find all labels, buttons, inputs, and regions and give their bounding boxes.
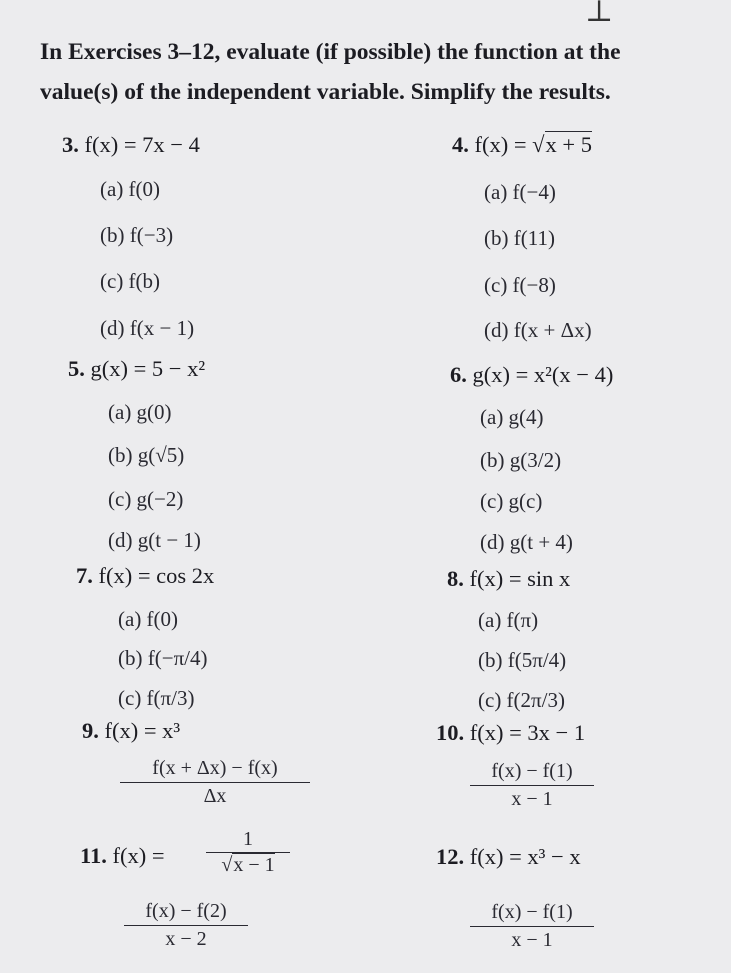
part-c: (c) g(c): [480, 489, 543, 513]
exercise-5: [68, 356, 205, 382]
part-d: (d) g(t − 1): [108, 528, 201, 552]
part-b: (b) f(−3): [100, 223, 174, 247]
function-definition: f(x) = x³ − x: [469, 844, 581, 869]
exercise-number: 6.: [450, 362, 467, 387]
fraction-numerator: f(x) − f(2): [124, 900, 248, 926]
part-a: (a) g(0): [108, 400, 172, 424]
sqrt-symbol: √: [221, 854, 233, 876]
fraction-numerator: f(x) − f(1): [470, 760, 594, 786]
difference-quotient: [470, 760, 594, 811]
part-d: (d) f(x − 1): [100, 316, 195, 340]
part-c: (c) f(2π/3): [478, 688, 565, 712]
fraction-denominator: x − 1: [511, 788, 553, 810]
function-definition: g(x) = x²(x − 4): [472, 362, 614, 387]
part-a: (a) f(−4): [484, 180, 556, 204]
exercise-8: [447, 566, 570, 592]
exercise-number: 9.: [82, 718, 99, 743]
part-c: (c) f(π/3): [118, 686, 195, 710]
exercise-number: 10.: [436, 720, 465, 745]
part-a: (a) f(0): [100, 177, 161, 201]
exercise-9: [82, 718, 180, 744]
part-b: (b) f(5π/4): [478, 648, 567, 672]
function-prefix: f(x) =: [474, 132, 533, 157]
function-definition: f(x) = 3x − 1: [469, 720, 586, 745]
exercise-12: [436, 844, 581, 870]
difference-quotient: [120, 757, 310, 808]
function-definition: f(x) = sin x: [469, 566, 571, 591]
exercise-number: 8.: [447, 566, 464, 591]
difference-quotient: [124, 900, 248, 951]
function-fraction: [206, 828, 290, 877]
exercise-10: [436, 720, 585, 746]
part-a: (a) f(0): [118, 607, 179, 631]
part-c: (c) f(b): [100, 269, 161, 293]
fraction-numerator: 1: [206, 828, 290, 853]
exercise-4: [452, 132, 592, 158]
exercise-number: 7.: [76, 563, 93, 588]
sqrt-radicand: x + 5: [545, 132, 592, 157]
fraction-denominator: [206, 853, 290, 877]
part-c: (c) f(−8): [484, 273, 556, 297]
part-b: (b) g(3/2): [480, 448, 562, 472]
fraction-numerator: f(x) − f(1): [470, 901, 594, 927]
part-a: (a) g(4): [480, 405, 544, 429]
fraction-denominator: x − 2: [165, 928, 207, 950]
difference-quotient: [470, 901, 594, 952]
part-b: (b) f(11): [484, 226, 555, 250]
fraction-numerator: f(x + Δx) − f(x): [120, 757, 310, 783]
function-definition: g(x) = 5 − x²: [90, 356, 206, 381]
exercise-instructions: [40, 32, 731, 112]
exercise-number: 11.: [80, 843, 107, 868]
exercise-number: 4.: [452, 132, 469, 157]
exercise-11: [80, 843, 165, 869]
function-prefix: f(x) =: [112, 843, 165, 868]
part-d: (d) f(x + Δx): [484, 318, 592, 342]
exercise-7: [76, 563, 214, 589]
function-definition: f(x) = 7x − 4: [84, 132, 200, 157]
sqrt-symbol: √: [532, 132, 545, 157]
fraction-denominator: Δx: [203, 785, 227, 807]
function-definition: f(x) = cos 2x: [98, 563, 215, 588]
part-c: (c) g(−2): [108, 487, 184, 511]
instructions-line-1: In Exercises 3–12, evaluate (if possible) the function at the: [40, 39, 621, 65]
exercise-number: 3.: [62, 132, 79, 157]
part-b: (b) f(−π/4): [118, 646, 208, 670]
part-b: (b) g(√5): [108, 443, 185, 467]
fraction-denominator: x − 1: [511, 929, 553, 951]
exercise-3: [62, 132, 200, 158]
exercise-number: 5.: [68, 356, 85, 381]
exercise-number: 12.: [436, 844, 465, 869]
page-mark: ⊥: [585, 0, 614, 28]
instructions-line-2: value(s) of the independent variable. Simplify the results.: [40, 79, 611, 105]
exercise-6: [450, 362, 613, 388]
function-definition: f(x) = x³: [104, 718, 181, 743]
sqrt-radicand: x − 1: [233, 854, 275, 876]
part-d: (d) g(t + 4): [480, 530, 573, 554]
part-a: (a) f(π): [478, 608, 539, 632]
